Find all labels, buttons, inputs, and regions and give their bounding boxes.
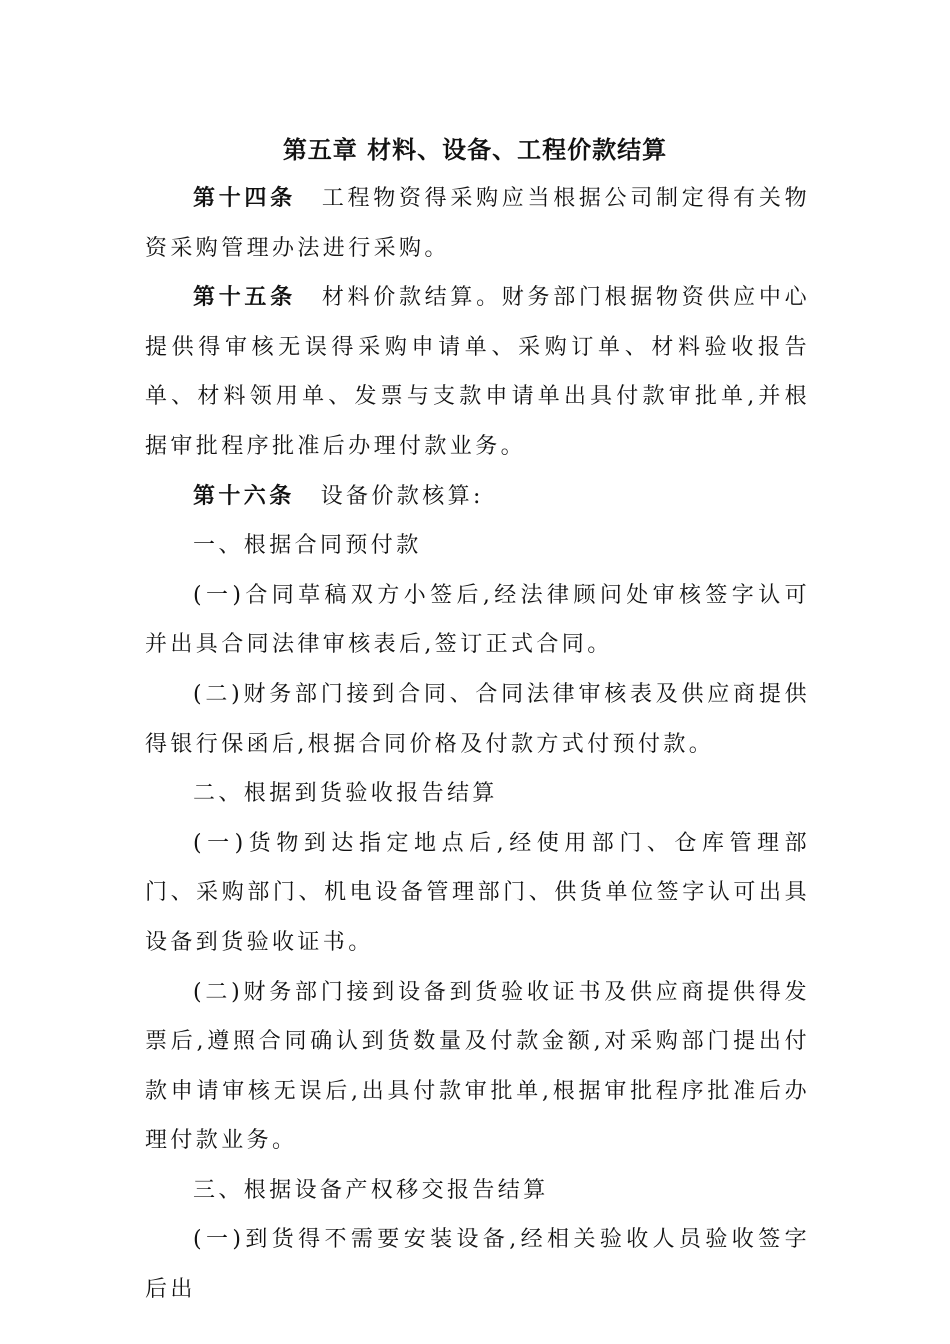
clause-paragraph: (一)合同草稿双方小签后,经法律顾问处审核签字认可并出具合同法律审核表后,签订正式合同。 bbox=[145, 582, 810, 658]
clause-paragraph: (二)财务部门接到合同、合同法律审核表及供应商提供得银行保函后,根据合同价格及付款方式付预付款。 bbox=[145, 681, 810, 757]
section-heading: 二、根据到货验收报告结算 bbox=[193, 781, 498, 807]
chapter-title: 第五章 材料、设备、工程价款结算 bbox=[282, 135, 668, 164]
article-14 bbox=[145, 174, 810, 273]
section-heading: 一、根据合同预付款 bbox=[193, 533, 422, 559]
article-label: 第十六条 bbox=[193, 482, 295, 509]
clause-paragraph: (一)到货得不需要安装设备,经相关验收人员验收签字后出 bbox=[145, 1227, 810, 1303]
article-15 bbox=[145, 273, 810, 471]
article-text: 材料价款结算。财务部门根据物资供应中心提供得审核无误得采购申请单、采购订单、材料验收报告单、材料领用单、发票与支款申请单出具付款审批单,并根据审批程序批准后办理付款业务。 bbox=[145, 285, 810, 459]
document-body bbox=[145, 174, 810, 1315]
article-text: 设备价款核算: bbox=[320, 483, 484, 509]
clause-paragraph: (二)财务部门接到设备到货验收证书及供应商提供得发票后,遵照合同确认到货数量及付款金额,对采购部门提出付款申请审核无误后,出具付款审批单,根据审批程序批准后办理付款业务。 bbox=[145, 979, 810, 1154]
section-heading: 三、根据设备产权移交报告结算 bbox=[193, 1177, 549, 1203]
article-text: 工程物资得采购应当根据公司制定得有关物资采购管理办法进行采购。 bbox=[145, 186, 810, 261]
article-label: 第十四条 bbox=[193, 185, 296, 211]
article-label: 第十五条 bbox=[193, 284, 296, 311]
article-16 bbox=[145, 472, 810, 522]
clause-paragraph: (一)货物到达指定地点后,经使用部门、仓库管理部门、采购部门、机电设备管理部门、供货单位签字认可出具设备到货验收证书。 bbox=[145, 830, 810, 955]
